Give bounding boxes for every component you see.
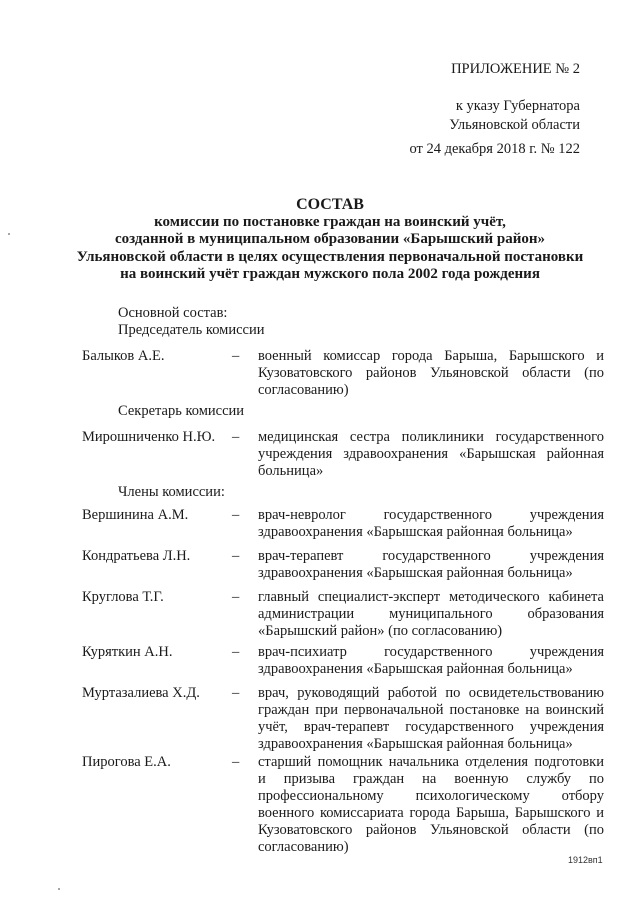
member-description: врач-терапевт государственного учреждения здравоохранения «Барышская районная больница» [258,548,604,581]
title-line-5: на воинский учёт граждан мужского пола 2002 года рождения [120,266,540,282]
member-description: медицинская сестра поликлиники государственного учреждения здравоохранения «Барышская районная больница» [258,429,604,479]
section-chairman: Председатель комиссии [118,322,265,338]
member-dash: – [232,348,240,364]
title-line-2: комиссии по постановке граждан на воинский учёт, [154,213,506,230]
member-name: Куряткин А.Н. [82,644,173,660]
document-title [60,196,600,284]
member-dash: – [232,685,240,701]
section-main-composition: Основной состав: [118,305,228,321]
member-description: врач, руководящий работой по освидетельствованию граждан при первоначальной постановке на воинский учёт, врач-терапевт государственного учреждения здравоохранения «Барышская районная больница» [258,685,604,752]
scan-speck [58,888,60,890]
member-name: Балыков А.Е. [82,348,165,364]
member-dash: – [232,754,240,770]
member-dash: – [232,644,240,660]
member-dash: – [232,548,240,564]
member-description: врач-невролог государственного учреждения здравоохранения «Барышская районная больница» [258,507,604,540]
member-name: Мирошниченко Н.Ю. [82,429,216,445]
section-secretary: Секретарь комиссии [118,403,245,419]
member-description: главный специалист-эксперт методического кабинета администрации муниципального образования «Барышский район» (по согласованию) [258,589,604,639]
section-members: Члены комиссии: [118,484,225,500]
member-dash: – [232,507,240,523]
scan-speck [8,233,10,235]
member-name: Пирогова Е.А. [82,754,171,770]
member-dash: – [232,589,240,605]
appendix-reference [400,97,580,135]
appendix-reference-line2: Ульяновской области [449,117,580,133]
title-line-3: созданной в муниципальном образовании «Барышский район» [114,231,546,247]
appendix-title: ПРИЛОЖЕНИЕ № 2 [451,61,580,77]
member-dash: – [232,429,240,445]
member-description: военный комиссар города Барыша, Барышского и Кузоватовского районов Ульяновской области (по согласованию) [258,348,604,398]
appendix-reference-line1: к указу Губернатора [455,98,580,114]
appendix-date: от 24 декабря 2018 г. № 122 [409,141,580,157]
member-description: старший помощник начальника отделения подготовки и призыва граждан на военную службу по профессиональному психологическому отбору военного комиссариата города Барыша, Барышского и Кузоватовского районов Ульяновской области (по согласованию) [258,754,604,855]
title-line-1: СОСТАВ [296,196,364,213]
member-name: Вершинина А.М. [82,507,189,523]
document-code-stamp: 1912вп1 [568,855,603,865]
member-name: Муртазалиева Х.Д. [82,685,200,701]
title-line-4: Ульяновской области в целях осуществления первоначальной постановки [76,248,584,265]
member-description: врач-психиатр государственного учреждения здравоохранения «Барышская районная больница» [258,644,604,677]
member-name: Круглова Т.Г. [82,589,164,605]
member-name: Кондратьева Л.Н. [82,548,191,564]
